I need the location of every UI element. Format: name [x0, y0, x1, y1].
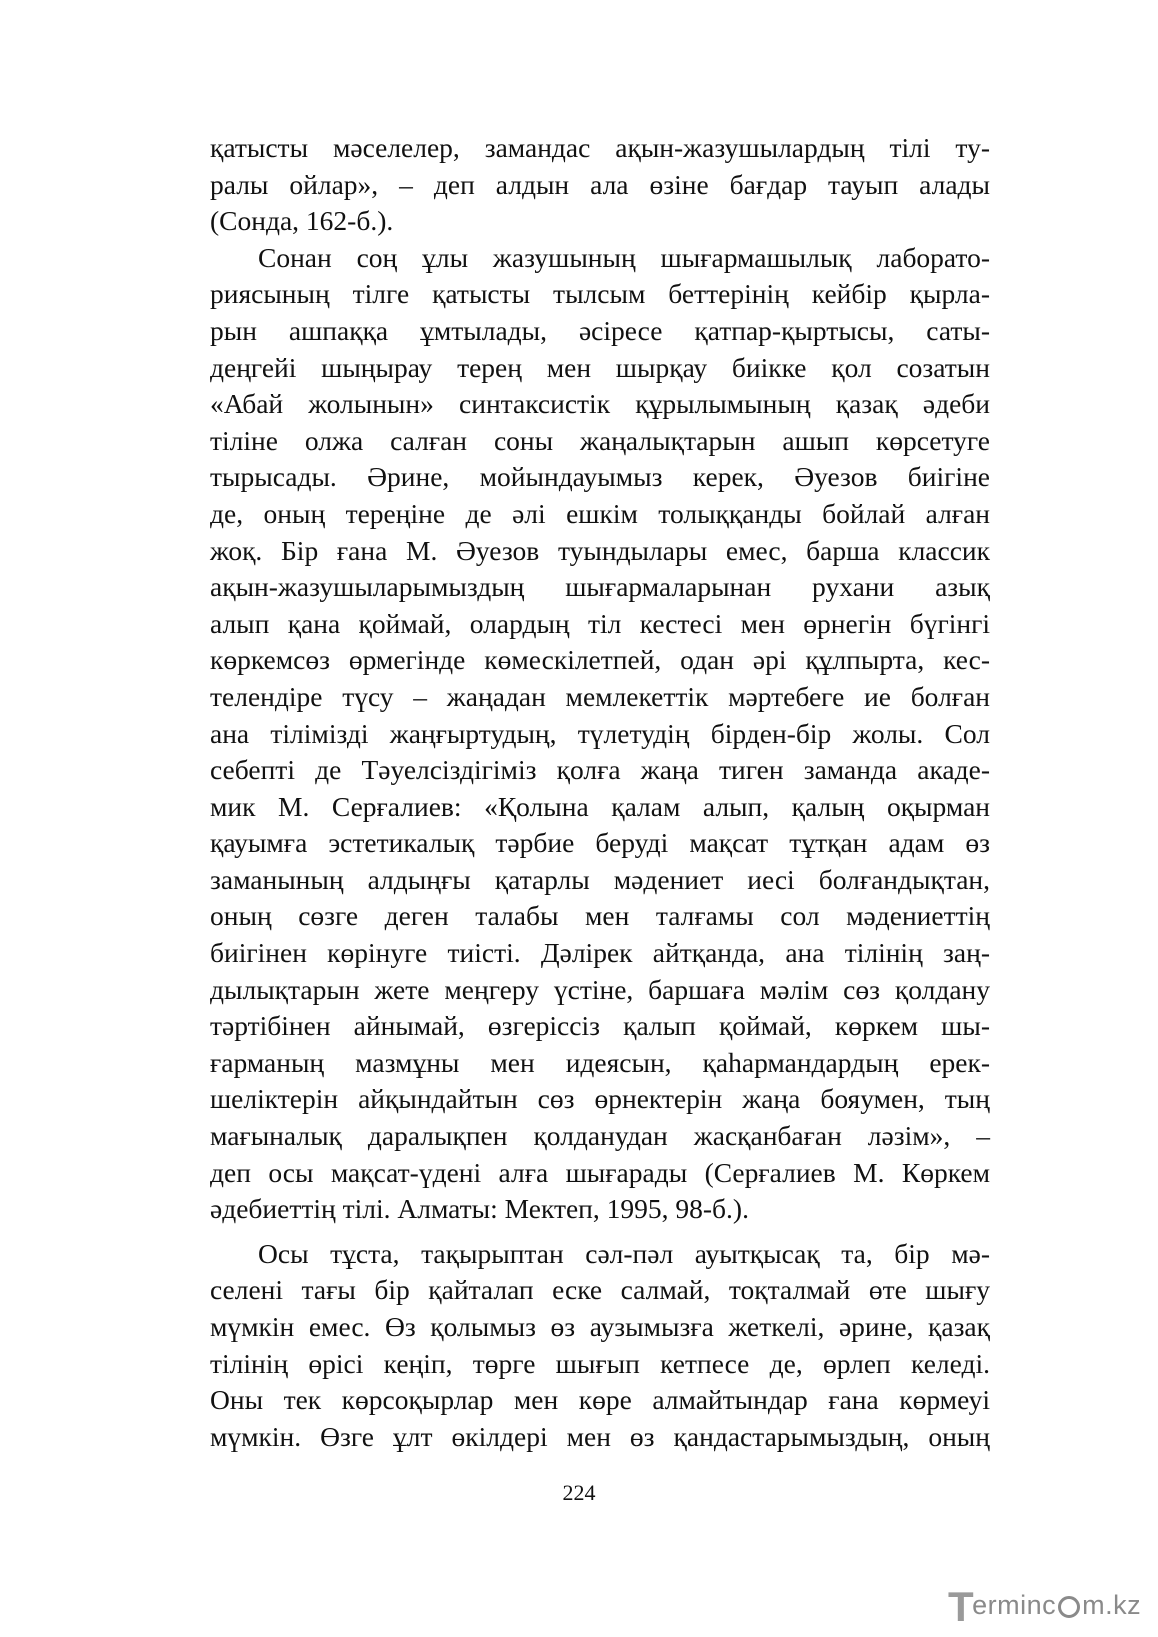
text-line: тырысады. Әрине, мойындауымыз керек, Әуезов биігіне	[210, 461, 990, 493]
page-body	[210, 130, 990, 1455]
text-line: қауымға эстетикалық тәрбие беруді мақсат тұтқан адам өз	[210, 827, 990, 859]
page-number: 224	[562, 1480, 596, 1505]
termincom-watermark-logo: T ermin c m .kz	[948, 1583, 1142, 1630]
text-line: Сонан соң ұлы жазушының шығармашылық лаборато-	[258, 241, 990, 273]
text-line: телендіре түсу – жаңадан мемлекеттік мәртебеге ие болған	[210, 680, 990, 712]
text-line: Осы тұста, тақырыптан сәл-пәл ауытқысақ та, бір мә-	[258, 1237, 990, 1269]
circle-icon	[1058, 1596, 1080, 1618]
text-line: шеліктерін айқындайтын сөз өрнектерін жаңа бояумен, тың	[210, 1083, 990, 1115]
text-line: селені тағы бір қайталап еске салмай, тоқталмай өте шығу	[210, 1274, 990, 1306]
paragraph-1	[210, 130, 990, 240]
text-line: ақын-жазушыларымыздың шығармаларынан рухани азық	[210, 571, 990, 603]
text-line: биігінен көрінуге тиісті. Дәлірек айтқанда, ана тілінің заң-	[210, 937, 990, 969]
text-line: заманының алдыңғы қатарлы мәдениет иесі болғандықтан,	[210, 863, 990, 895]
text-line: мүмкін. Өзге ұлт өкілдері мен өз қандастарымыздың, оның	[210, 1420, 990, 1452]
text-line: ғарманың мазмұны мен идеясын, қаһармандардың ерек-	[210, 1046, 990, 1078]
paragraph-gap	[210, 1228, 990, 1236]
text-line: оның сөзге деген талабы мен талғамы сол мәдениеттің	[210, 900, 990, 932]
text-line: дылықтарын жете меңгеру үстіне, баршаға мәлім сөз қолдану	[210, 973, 990, 1005]
paragraph-2	[210, 240, 990, 1228]
text-line: ралы ойлар», – деп алдын ала өзіне бағдар тауып алады	[210, 168, 990, 200]
text-line: алып қана қоймай, олардың тіл кестесі мен өрнегін бүгінгі	[210, 607, 990, 639]
text-line: тіліне олжа салған соны жаңалықтарын ашып көрсетуге	[210, 424, 990, 456]
text-line: рын ашпаққа ұмтылады, әсіресе қатпар-қыртысы, саты-	[210, 314, 990, 346]
text-line: ана тілімізді жаңғыртудың, түлетудің бірден-бір жолы. Сол	[210, 717, 990, 749]
text-line: көркемсөз өрмегінде көмескілетпей, одан әрі құлпырта, кес-	[210, 644, 990, 676]
text-line: деңгейі шыңырау терең мен шырқау биікке қол созатын	[210, 351, 990, 383]
text-line: әдебиеттің тілі. Алматы: Мектеп, 1995, 98-б.).	[210, 1193, 749, 1225]
text-line: де, оның тереңіне де әлі ешкім толыққанды бойлай алған	[210, 497, 990, 529]
text-line: мүмкін емес. Өз қолымыз өз аузымызға жеткелі, әрине, қазақ	[210, 1311, 990, 1342]
text-line: тілінің өрісі кеңіп, төрге шығып кетпесе де, өрлеп келеді.	[210, 1347, 990, 1379]
text-line: (Сонда, 162-б.).	[210, 205, 394, 237]
text-line: риясының тілге қатысты тылсым беттерінің кейбір қырла-	[210, 278, 990, 310]
text-line: тәртібінен айнымай, өзгеріссіз қалып қоймай, көркем шы-	[210, 1010, 990, 1042]
text-line: Оны тек көрсоқырлар мен көре алмайтындар ғана көрмеуі	[210, 1384, 990, 1416]
text-line: деп осы мақсат-үдені алға шығарады (Серғалиев М. Көркем	[210, 1156, 990, 1188]
text-line: мик М. Серғалиев: «Қолына қалам алып, қалың оқырман	[210, 790, 990, 822]
text-line: «Абай жолынын» синтаксистік құрылымының қазақ әдеби	[210, 388, 990, 420]
text-line: мағыналық даралықпен қолданудан жасқанбаған ләзім», –	[210, 1120, 990, 1152]
text-line: жоқ. Бір ғана М. Әуезов туындылары емес, барша классик	[210, 534, 990, 566]
text-line: қатысты мәселелер, замандас ақын-жазушылардың тілі ту-	[210, 132, 990, 163]
text-line: себепті де Тәуелсіздігіміз қолға жаңа тиген заманда акаде-	[210, 754, 990, 786]
paragraph-3	[210, 1236, 990, 1456]
